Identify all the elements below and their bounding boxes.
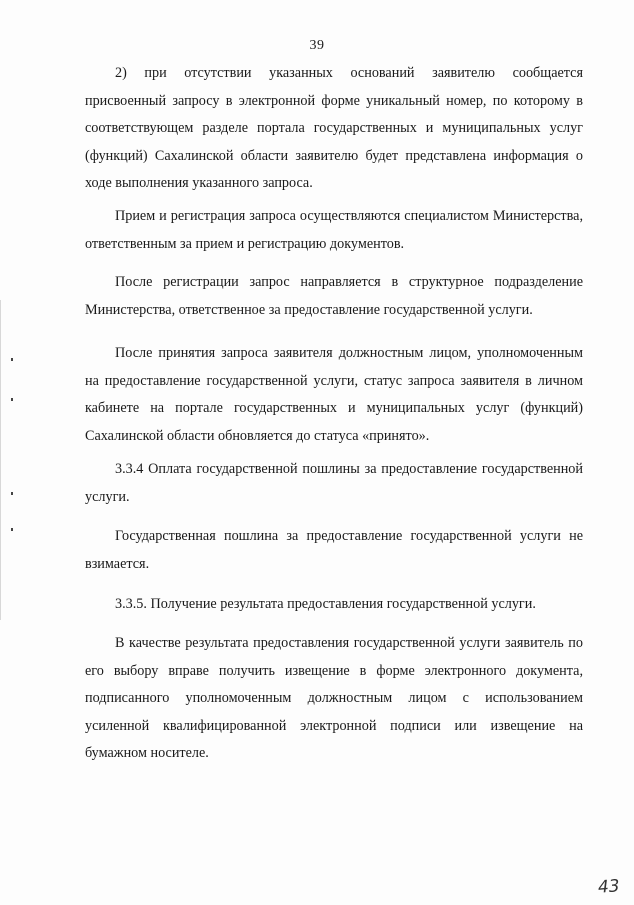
paragraph-reception-registration: Прием и регистрация запроса осуществляются специалистом Министерства, ответственным за прием и регистрацию документов. (85, 208, 583, 252)
paragraph-fee-not-charged: Государственная пошлина за предоставление государственной услуги не взимается. (85, 528, 583, 572)
scan-artifact-mark (11, 492, 13, 495)
paragraph-result-notice: В качестве результата предоставления государственной услуги заявитель по его выбору вправе получить извещение в форме электронного документа, подписанного уполномоченным должностным лицом с использованием усиленной квалифицированной электронной подписи или извещение на бумажном носителе. (85, 635, 583, 761)
paragraph-forwarding: После регистрации запрос направляется в структурное подразделение Министерства, ответственное за предоставление государственной услуги. (85, 274, 583, 318)
page-number: 39 (309, 38, 325, 53)
section-heading-3-3-4: 3.3.4 Оплата государственной пошлины за предоставление государственной услуги. (85, 461, 583, 505)
scan-artifact-mark (11, 528, 13, 531)
paragraph-registration-number: 2) при отсутствии указанных оснований заявителю сообщается присвоенный запросу в электронной форме уникальный номер, по которому в соответствующем разделе портала государственных и муниципальных услуг (функций) Сахалинской области заявителю будет представлена информация о ходе выполнения указанного запроса. (85, 65, 583, 191)
paragraph-status-update: После принятия запроса заявителя должностным лицом, уполномоченным на предоставление государственной услуги, статус запроса заявителя в личном кабинете на портале государственных и муниципальных услуг (функций) Сахалинской области обновляется до статуса «принято». (85, 345, 583, 444)
section-heading-3-3-5: 3.3.5. Получение результата предоставления государственной услуги. (115, 596, 536, 612)
handwritten-sheet-number: 43 (597, 876, 621, 898)
scan-edge-shadow (0, 300, 1, 620)
scan-artifact-mark (11, 358, 13, 361)
scan-artifact-mark (11, 398, 13, 401)
